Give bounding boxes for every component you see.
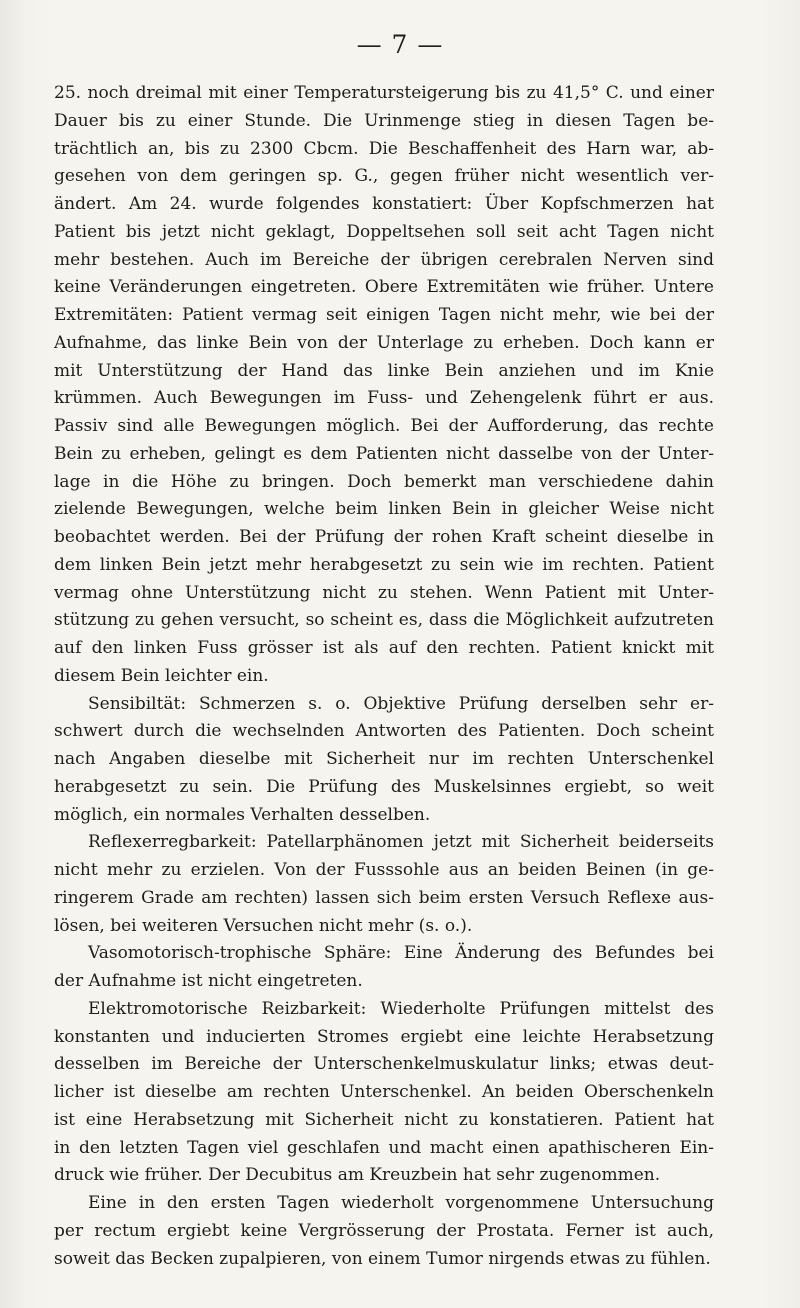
text-line: Eine in den ersten Tagen wiederholt vorgenommene Untersuchung: [88, 1193, 714, 1213]
text-line: konstanten und inducierten Stromes ergiebt eine leichte Herabsetzung: [54, 1026, 714, 1047]
text-line: der Aufnahme ist nicht eingetreten.: [54, 971, 363, 991]
text-line: mit Unterstützung der Hand das linke Bein anziehen und im Knie: [54, 360, 714, 381]
text-line: licher ist dieselbe am rechten Unterschenkel. An beiden Oberschenkeln: [54, 1082, 714, 1102]
text-line: diesem Bein leichter ein.: [54, 665, 269, 686]
text-line: zielende Bewegungen, welche beim linken Bein in gleicher Weise nicht: [54, 499, 714, 520]
text-line: nicht mehr zu erzielen. Von der Fusssohle aus an beiden Beinen (in ge-: [54, 860, 714, 880]
text-line: ist eine Herabsetzung mit Sicherheit nicht zu konstatieren. Patient hat: [54, 1109, 714, 1130]
text-line: per rectum ergiebt keine Vergrösserung der Prostata. Ferner ist auch,: [54, 1220, 714, 1241]
text-line: lage in die Höhe zu bringen. Doch bemerkt man verschiedene dahin: [54, 471, 714, 492]
text-line: Vasomotorisch-trophische Sphäre: Eine Änderung des Befundes bei: [88, 943, 714, 964]
text-line: mehr bestehen. Auch im Bereiche der übrigen cerebralen Nerven sind: [54, 249, 714, 270]
text-line: Dauer bis zu einer Stunde. Die Urinmenge stieg in diesen Tagen be-: [54, 110, 714, 131]
text-line: Sensibiltät: Schmerzen s. o. Objektive Prüfung derselben sehr er-: [88, 693, 714, 714]
text-line: lösen, bei weiteren Versuchen nicht mehr (s. o.).: [54, 915, 473, 936]
paragraph: [54, 80, 714, 691]
text-line: krümmen. Auch Bewegungen im Fuss- und Zehengelenk führt er aus.: [54, 388, 714, 409]
paragraph: [54, 996, 714, 1190]
text-line: Bein zu erheben, gelingt es dem Patienten nicht dasselbe von der Unter-: [54, 443, 714, 464]
text-line: keine Veränderungen eingetreten. Obere Extremitäten wie früher. Untere: [54, 277, 714, 298]
text-line: auf den linken Fuss grösser ist als auf den rechten. Patient knickt mit: [54, 638, 714, 658]
text-line: Patient bis jetzt nicht geklagt, Doppeltsehen soll seit acht Tagen nicht: [54, 221, 714, 242]
text-line: beobachtet werden. Bei der Prüfung der rohen Kraft scheint dieselbe in: [54, 527, 714, 547]
text-line: herabgesetzt zu sein. Die Prüfung des Muskelsinnes ergiebt, so weit: [54, 776, 714, 797]
text-line: ringerem Grade am rechten) lassen sich beim ersten Versuch Reflexe aus-: [54, 887, 714, 908]
text-line: desselben im Bereiche der Unterschenkelmuskulatur links; etwas deut-: [54, 1054, 714, 1075]
text-line: soweit das Becken zupalpieren, von einem Tumor nirgends etwas zu fühlen.: [54, 1248, 711, 1269]
text-line: dem linken Bein jetzt mehr herabgesetzt zu sein wie im rechten. Patient: [54, 554, 714, 575]
paragraph: [54, 1190, 714, 1273]
text-line: stützung zu gehen versucht, so scheint es, dass die Möglichkeit aufzutreten: [54, 610, 714, 631]
text-line: Aufnahme, das linke Bein von der Unterlage zu erheben. Doch kann er: [54, 332, 714, 353]
body-text: [54, 80, 714, 1273]
paragraph: [54, 691, 714, 830]
text-line: druck wie früher. Der Decubitus am Kreuzbein hat sehr zugenommen.: [54, 1165, 661, 1186]
text-line: gesehen von dem geringen sp. G., gegen früher nicht wesentlich ver-: [54, 166, 714, 187]
text-line: Reflexerregbarkeit: Patellarphänomen jetzt mit Sicherheit beiderseits: [88, 832, 714, 853]
text-line: möglich, ein normales Verhalten desselben.: [54, 804, 431, 825]
text-line: Extremitäten: Patient vermag seit einigen Tagen nicht mehr, wie bei der: [54, 305, 714, 325]
text-line: ändert. Am 24. wurde folgendes konstatiert: Über Kopfschmerzen hat: [54, 194, 714, 214]
text-line: nach Angaben dieselbe mit Sicherheit nur im rechten Unterschenkel: [54, 749, 714, 769]
paragraph: [54, 829, 714, 940]
text-line: 25. noch dreimal mit einer Temperatursteigerung bis zu 41,5° C. und einer: [54, 83, 714, 103]
text-line: trächtlich an, bis zu 2300 Cbcm. Die Beschaffenheit des Harn war, ab-: [54, 138, 714, 159]
text-line: Elektromotorische Reizbarkeit: Wiederholte Prüfungen mittelst des: [88, 998, 714, 1019]
text-line: schwert durch die wechselnden Antworten des Patienten. Doch scheint: [54, 721, 714, 742]
text-line: Passiv sind alle Bewegungen möglich. Bei der Aufforderung, das rechte: [54, 416, 714, 436]
page-number: — 7 —: [356, 30, 444, 59]
paragraph: [54, 940, 714, 996]
text-line: vermag ohne Unterstützung nicht zu stehen. Wenn Patient mit Unter-: [54, 582, 714, 603]
text-line: in den letzten Tagen viel geschlafen und macht einen apathischeren Ein-: [54, 1137, 714, 1158]
